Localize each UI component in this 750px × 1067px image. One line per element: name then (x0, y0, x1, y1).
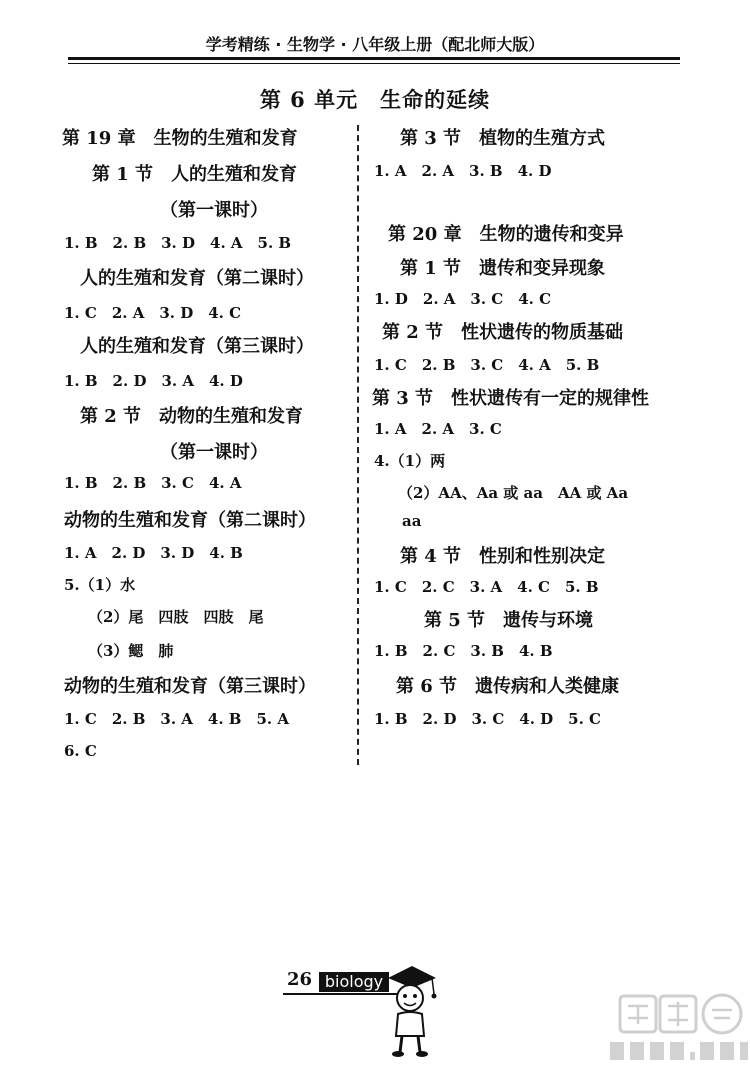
section-3-heading: 第 3 节 植物的生殖方式 (400, 128, 606, 149)
answer-row: 4.（1）两 (374, 452, 446, 470)
section-1-heading: 第 1 节 人的生殖和发育 (92, 164, 298, 185)
column-divider (357, 125, 359, 765)
page-number: 26 (287, 969, 313, 990)
section-1-heading: 第 1 节 遗传和变异现象 (400, 258, 606, 279)
answer-row: 5.（1）水 (64, 576, 136, 594)
answer-row: 1. C 2. C 3. A 4. C 5. B (374, 578, 599, 596)
watermark-logo (600, 990, 750, 1067)
answer-row: 1. C 2. A 3. D 4. C (64, 304, 242, 322)
answer-row: （3）鳃 肺 (88, 642, 174, 660)
section-6-heading: 第 6 节 遗传病和人类健康 (396, 676, 620, 697)
lesson-2-heading: 动物的生殖和发育（第二课时） (64, 510, 316, 531)
lesson-1-label: （第一课时） (160, 200, 268, 221)
unit-title: 第 6 单元 生命的延续 (259, 87, 491, 112)
section-2-heading: 第 2 节 性状遗传的物质基础 (382, 322, 624, 343)
answer-row: （2）AA、Aa 或 aa AA 或 Aa (398, 484, 629, 502)
answer-row: aa (402, 512, 422, 530)
section-2-heading: 第 2 节 动物的生殖和发育 (80, 406, 304, 427)
answer-row: 1. A 2. D 3. D 4. B (64, 544, 243, 562)
section-4-heading: 第 4 节 性别和性别决定 (400, 546, 606, 567)
answer-row: （2）尾 四肢 四肢 尾 (88, 608, 264, 626)
running-header: 学考精练 · 生物学 · 八年级上册（配北师大版） (205, 35, 545, 54)
answer-row: 1. B 2. B 3. C 4. A (64, 474, 242, 492)
chapter-19-heading: 第 19 章 生物的生殖和发育 (62, 128, 298, 149)
lesson-1-label: （第一课时） (160, 442, 268, 463)
answer-row: 1. B 2. D 3. C 4. D 5. C (374, 710, 601, 728)
answer-row: 1. C 2. B 3. A 4. B 5. A (64, 710, 289, 728)
subject-badge: biology (319, 972, 389, 992)
answer-row: 1. A 2. A 3. C (374, 420, 502, 438)
mascot-graduate-icon (380, 960, 440, 1060)
section-5-heading: 第 5 节 遗传与环境 (424, 610, 594, 631)
answer-row: 1. B 2. D 3. A 4. D (64, 372, 243, 390)
answer-row: 1. B 2. B 3. D 4. A 5. B (64, 234, 292, 252)
section-3-heading: 第 3 节 性状遗传有一定的规律性 (372, 388, 650, 409)
answer-row: 6. C (64, 742, 97, 760)
header-rule (68, 57, 680, 60)
header-rule-thin (68, 63, 680, 64)
answer-row: 1. D 2. A 3. C 4. C (374, 290, 552, 308)
answer-row: 1. A 2. A 3. B 4. D (374, 162, 552, 180)
answer-row: 1. B 2. C 3. B 4. B (374, 642, 553, 660)
chapter-20-heading: 第 20 章 生物的遗传和变异 (388, 224, 624, 245)
answer-row: 1. C 2. B 3. C 4. A 5. B (374, 356, 600, 374)
lesson-3-heading: 人的生殖和发育（第三课时） (80, 336, 314, 357)
lesson-2-heading: 人的生殖和发育（第二课时） (80, 268, 314, 289)
lesson-3-heading: 动物的生殖和发育（第三课时） (64, 676, 316, 697)
